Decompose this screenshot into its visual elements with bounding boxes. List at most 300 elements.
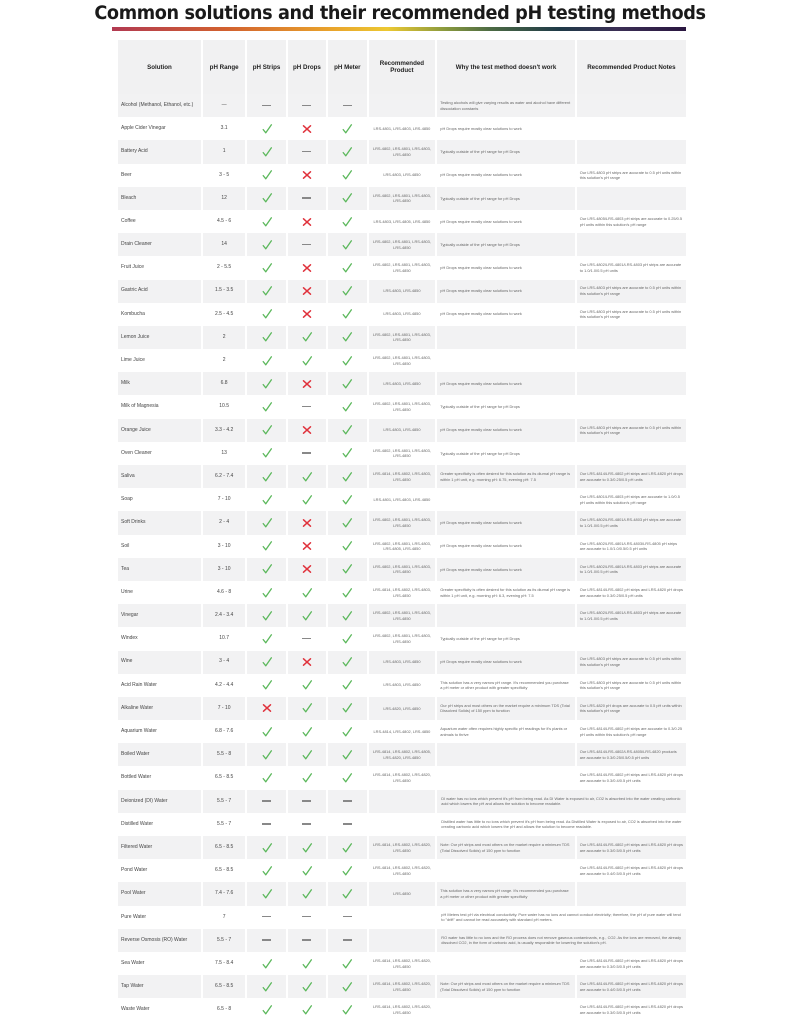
strips-check-icon [261, 262, 273, 274]
cell-ph-drops [288, 674, 326, 697]
table-row [118, 743, 686, 766]
cell-ph-range: 2.4 - 3.4 [203, 604, 245, 627]
cell-solution: Waste Water [118, 998, 201, 1021]
meter-dash-icon [343, 105, 352, 106]
drops-check-icon [301, 471, 313, 483]
cell-solution: Pure Water [118, 906, 201, 929]
cell-ph-strips [247, 140, 285, 163]
table-row [118, 975, 686, 998]
cell-recommended-product: LRS-4802, LRS-4801, LRS-4803, LRS-4850 [369, 511, 436, 534]
cell-ph-drops [288, 140, 326, 163]
table-row [118, 952, 686, 975]
meter-check-icon [341, 331, 353, 343]
cell-ph-meter [328, 906, 366, 929]
table-row [118, 488, 686, 511]
cell-ph-strips [247, 813, 285, 836]
cell-recommended-product: LRS-4803, LRS-4850 [369, 372, 436, 395]
cell-ph-meter [328, 558, 366, 581]
cell-notes: Our LRS-4814/LRS-4802 pH strips and LRS-4820 pH drops are accurate to 0.3/0.5/0.5 pH units [577, 998, 686, 1021]
cell-notes: Our LRS-4802/LRS-4801/LRS-4803 pH strips are accurate to 1.0/1.0/0.5 pH units [577, 604, 686, 627]
cell-recommended-product: LRS-4814, LRS-4802, LRS-4803, LRS-4850 [369, 581, 436, 604]
cell-recommended-product: LRS-4850 [369, 882, 436, 905]
cell-why [437, 859, 574, 882]
table-header-row [118, 40, 686, 94]
drops-check-icon [301, 610, 313, 622]
cell-ph-drops [288, 233, 326, 256]
strips-dash-icon [262, 823, 271, 824]
cell-notes: Our LRS-4803 pH strips are accurate to 0.5 pH units within this solution's pH range [577, 419, 686, 442]
table-row [118, 558, 686, 581]
drops-cross-icon [301, 169, 313, 181]
cell-ph-drops [288, 766, 326, 789]
cell-recommended-product: LRS-4814, LRS-4802, LRS-4803, LRS-4850 [369, 465, 436, 488]
cell-ph-range: 10.5 [203, 395, 245, 418]
drops-check-icon [301, 331, 313, 343]
cell-ph-range: 3 - 4 [203, 651, 245, 674]
table-row [118, 720, 686, 743]
cell-why: pH Drops require mostly clear solutions to work [437, 280, 574, 303]
cell-ph-range: 4.2 - 4.4 [203, 674, 245, 697]
drops-cross-icon [301, 378, 313, 390]
cell-ph-drops [288, 929, 326, 952]
cell-ph-strips [247, 488, 285, 511]
cell-solution: Aquarium Water [118, 720, 201, 743]
cell-ph-strips [247, 164, 285, 187]
cell-ph-meter [328, 627, 366, 650]
cell-why: RO water has little to no ions and the RO process does not remove gaseous contaminants, e.g., CO2. As the ions are removed, the already dissolved CO2, in the form of carbonic acid, is usually responsible for lowering the solution's pH. [437, 929, 686, 952]
cell-ph-strips [247, 651, 285, 674]
meter-check-icon [341, 262, 353, 274]
cell-recommended-product [369, 813, 436, 836]
cell-ph-range: 7 [203, 906, 245, 929]
cell-why: Distilled water has little to no ions which prevent it's pH from being read. As Distilled Water is exposed to air, CO2 is absorbed into the water creating carbonic acid which lowers the pH and allows the solution to become readable. [437, 813, 686, 836]
cell-ph-strips [247, 535, 285, 558]
cell-solution: Beer [118, 164, 201, 187]
drops-check-icon [301, 1004, 313, 1016]
cell-recommended-product: LRS-4802, LRS-4801, LRS-4803, LRS-4850 [369, 349, 436, 372]
strips-check-icon [261, 517, 273, 529]
table-row [118, 766, 686, 789]
header-notes: Recommended Product Notes [577, 40, 686, 94]
cell-ph-meter [328, 998, 366, 1021]
cell-ph-drops [288, 442, 326, 465]
cell-ph-strips [247, 372, 285, 395]
cell-recommended-product: LRS-4814, LRS-4802, LRS-4820, LRS-4850 [369, 859, 436, 882]
cell-recommended-product: LRS-4802, LRS-4801, LRS-4803, LRS-4850 [369, 442, 436, 465]
drops-dash-icon [302, 939, 311, 940]
cell-notes: Our LRS-4814/LRS-4802 pH strips and LRS-4820 pH drops are accurate to 0.3/0.5/0.5 pH units [577, 952, 686, 975]
cell-ph-meter [328, 395, 366, 418]
cell-notes [577, 140, 686, 163]
cell-notes [577, 627, 686, 650]
cell-solution: Milk of Magnesia [118, 395, 201, 418]
cell-ph-strips [247, 442, 285, 465]
cell-ph-range: 3 - 5 [203, 164, 245, 187]
table-row [118, 326, 686, 349]
meter-check-icon [341, 285, 353, 297]
cell-ph-strips [247, 280, 285, 303]
strips-check-icon [261, 331, 273, 343]
cell-ph-strips [247, 906, 285, 929]
drops-cross-icon [301, 656, 313, 668]
cell-ph-strips [247, 419, 285, 442]
drops-cross-icon [301, 123, 313, 135]
meter-check-icon [341, 633, 353, 645]
cell-why: pH Drops require mostly clear solutions to work [437, 419, 574, 442]
cell-solution: Wine [118, 651, 201, 674]
cell-solution: Alkaline Water [118, 697, 201, 720]
cell-why: pH Drops require mostly clear solutions to work [437, 117, 574, 140]
cell-ph-drops [288, 465, 326, 488]
cell-ph-range: 7 - 10 [203, 488, 245, 511]
table-row [118, 372, 686, 395]
drops-cross-icon [301, 424, 313, 436]
cell-ph-strips [247, 859, 285, 882]
cell-ph-range: 1.5 - 3.5 [203, 280, 245, 303]
cell-recommended-product: LRS-4803, LRS-4850 [369, 280, 436, 303]
strips-check-icon [261, 308, 273, 320]
cell-ph-meter [328, 813, 366, 836]
cell-ph-range: 1 [203, 140, 245, 163]
cell-solution: Coffee [118, 210, 201, 233]
cell-ph-strips [247, 627, 285, 650]
meter-check-icon [341, 424, 353, 436]
cell-notes: Our LRS-4814/LRS-4802 pH strips and LRS-4820 pH drops are accurate to 0.4/0.5/0.5 pH units [577, 859, 686, 882]
cell-notes: Our LRS-4803 pH strips are accurate to 0.5 pH units within this solution's pH range [577, 303, 686, 326]
cell-ph-meter [328, 303, 366, 326]
cell-ph-strips [247, 187, 285, 210]
table-row [118, 697, 686, 720]
cell-solution: Alcohol (Methanol, Ethanol, etc.) [118, 94, 201, 117]
strips-dash-icon [262, 916, 271, 917]
drops-check-icon [301, 726, 313, 738]
meter-check-icon [341, 146, 353, 158]
meter-dash-icon [343, 939, 352, 940]
cell-ph-meter [328, 117, 366, 140]
cell-ph-drops [288, 511, 326, 534]
cell-why: Typically outside of the pH range for pH Drops [437, 442, 574, 465]
cell-notes: Our LRS-4814/LRS-4802 pH strips and LRS-4820 pH drops are accurate to 0.3/0.25/0.5 pH units [577, 581, 686, 604]
cell-notes [577, 326, 686, 349]
cell-recommended-product: LRS-4803, LRS-4850 [369, 303, 436, 326]
cell-ph-strips [247, 581, 285, 604]
drops-dash-icon [302, 638, 311, 639]
cell-ph-meter [328, 836, 366, 859]
meter-check-icon [341, 494, 353, 506]
cell-ph-drops [288, 859, 326, 882]
cell-notes [577, 442, 686, 465]
cell-ph-range: 14 [203, 233, 245, 256]
drops-cross-icon [301, 285, 313, 297]
cell-ph-meter [328, 140, 366, 163]
drops-dash-icon [302, 151, 311, 152]
cell-solution: Boiled Water [118, 743, 201, 766]
meter-check-icon [341, 239, 353, 251]
table-row [118, 94, 686, 117]
cell-ph-meter [328, 790, 366, 813]
cell-solution: Tea [118, 558, 201, 581]
cell-ph-meter [328, 233, 366, 256]
header-ph-meter: pH Meter [328, 40, 366, 94]
cell-notes: Our LRS-4814/LRS-4802 pH strips and LRS-4820 pH drops are accurate to 0.4/0.5/0.5 pH units [577, 975, 686, 998]
cell-why: Aquarium water often requires highly specific pH readings for it's plants or animals to thrive [437, 720, 574, 743]
cell-recommended-product: LRS-4803, LRS-4850 [369, 164, 436, 187]
table-row [118, 906, 686, 929]
cell-ph-strips [247, 511, 285, 534]
cell-ph-drops [288, 720, 326, 743]
cell-ph-range: 13 [203, 442, 245, 465]
cell-why: Typically outside of the pH range for pH Drops [437, 140, 574, 163]
cell-recommended-product: LRS-4820, LRS-4850 [369, 697, 436, 720]
cell-ph-drops [288, 697, 326, 720]
cell-ph-drops [288, 210, 326, 233]
cell-ph-range: 7.4 - 7.6 [203, 882, 245, 905]
cell-ph-strips [247, 558, 285, 581]
cell-ph-drops [288, 581, 326, 604]
cell-ph-range: 6.5 - 8.5 [203, 859, 245, 882]
cell-ph-range: 6.5 - 8.5 [203, 836, 245, 859]
cell-ph-range: 6.5 - 8 [203, 998, 245, 1021]
cell-ph-meter [328, 882, 366, 905]
meter-check-icon [341, 842, 353, 854]
cell-solution: Saliva [118, 465, 201, 488]
cell-solution: Battery Acid [118, 140, 201, 163]
cell-ph-strips [247, 674, 285, 697]
cell-recommended-product: LRS-4801, LRS-4803, LRS-4850 [369, 117, 436, 140]
drops-check-icon [301, 749, 313, 761]
table-row [118, 651, 686, 674]
cell-ph-range: 6.8 - 7.6 [203, 720, 245, 743]
cell-recommended-product: LRS-4803, LRS-4850 [369, 651, 436, 674]
cell-ph-drops [288, 372, 326, 395]
cell-solution: Drain Cleaner [118, 233, 201, 256]
cell-notes: Our LRS-4803 pH strips are accurate to 0.5 pH units within this solution's pH range [577, 280, 686, 303]
drops-dash-icon [302, 406, 311, 407]
cell-why [437, 349, 574, 372]
cell-ph-range: 4.6 - 8 [203, 581, 245, 604]
cell-ph-drops [288, 303, 326, 326]
strips-check-icon [261, 285, 273, 297]
cell-ph-drops [288, 813, 326, 836]
cell-ph-meter [328, 94, 366, 117]
cell-ph-strips [247, 836, 285, 859]
meter-check-icon [341, 378, 353, 390]
cell-recommended-product [369, 929, 436, 952]
cell-why: Testing alcohols will give varying results as water and alcohol have different dissociation constants [437, 94, 574, 117]
cell-ph-strips [247, 210, 285, 233]
cell-notes: Our LRS-4820 pH drops are accurate to 0.5 pH units within this solution's pH range [577, 697, 686, 720]
drops-check-icon [301, 865, 313, 877]
cell-ph-meter [328, 952, 366, 975]
cell-notes: Our LRS-4814/LRS-4802 pH strips are accurate to 0.3/0.25 pH units within this solution's pH range [577, 720, 686, 743]
strips-check-icon [261, 401, 273, 413]
strips-check-icon [261, 563, 273, 575]
cell-ph-range: 3 - 10 [203, 558, 245, 581]
cell-ph-strips [247, 94, 285, 117]
cell-ph-meter [328, 766, 366, 789]
strips-check-icon [261, 679, 273, 691]
cell-ph-meter [328, 419, 366, 442]
drops-cross-icon [301, 262, 313, 274]
cell-why [437, 766, 574, 789]
cell-why: Note: Our pH strips and most others on the market require a minimum TDS (Total Dissolved Solids) of 150 ppm to function [437, 975, 574, 998]
cell-ph-strips [247, 395, 285, 418]
meter-check-icon [341, 1004, 353, 1016]
cell-ph-strips [247, 349, 285, 372]
cell-solution: Reverse Osmosis (RO) Water [118, 929, 201, 952]
cell-solution: Kombucha [118, 303, 201, 326]
header-why: Why the test method doesn't work [437, 40, 574, 94]
cell-solution: Fruit Juice [118, 256, 201, 279]
table-row [118, 256, 686, 279]
cell-recommended-product: LRS-4814, LRS-4802, LRS-4820, LRS-4850 [369, 952, 436, 975]
drops-cross-icon [301, 216, 313, 228]
cell-recommended-product: LRS-4802, LRS-4801, LRS-4803, LRS-4850 [369, 604, 436, 627]
cell-ph-strips [247, 604, 285, 627]
cell-ph-strips [247, 720, 285, 743]
cell-ph-drops [288, 535, 326, 558]
cell-recommended-product: LRS-4802, LRS-4801, LRS-4803, LRS-4850 [369, 326, 436, 349]
cell-ph-strips [247, 117, 285, 140]
table-row [118, 859, 686, 882]
cell-notes [577, 94, 686, 117]
cell-notes: Our LRS-4805/LRS-4803 pH strips are accurate to 0.25/0.5 pH units within this solution's pH range [577, 210, 686, 233]
strips-dash-icon [262, 939, 271, 940]
cell-ph-meter [328, 280, 366, 303]
meter-check-icon [341, 610, 353, 622]
cell-ph-meter [328, 187, 366, 210]
cell-notes [577, 233, 686, 256]
cell-recommended-product: LRS-4802, LRS-4801, LRS-4803, LRS-4805, LRS-4850 [369, 535, 436, 558]
cell-notes [577, 349, 686, 372]
cell-solution: Bleach [118, 187, 201, 210]
strips-check-icon [261, 447, 273, 459]
cell-why [437, 326, 574, 349]
cell-solution: Urine [118, 581, 201, 604]
cell-notes: Our LRS-4814/LRS-4802 pH strips and LRS-4820 pH drops are accurate to 0.3/0.25/0.5 pH units [577, 465, 686, 488]
cell-ph-drops [288, 488, 326, 511]
cell-why [437, 604, 574, 627]
cell-why: pH Drops require mostly clear solutions to work [437, 164, 574, 187]
table-row [118, 465, 686, 488]
meter-check-icon [341, 540, 353, 552]
strips-check-icon [261, 424, 273, 436]
strips-check-icon [261, 471, 273, 483]
strips-check-icon [261, 146, 273, 158]
cell-solution: Soil [118, 535, 201, 558]
cell-ph-range: 3 - 10 [203, 535, 245, 558]
cell-why: pH Drops require mostly clear solutions to work [437, 558, 574, 581]
cell-ph-meter [328, 720, 366, 743]
table-row [118, 210, 686, 233]
drops-dash-icon [302, 452, 311, 453]
cell-recommended-product: LRS-4803, LRS-4850 [369, 419, 436, 442]
drops-cross-icon [301, 563, 313, 575]
cell-ph-meter [328, 929, 366, 952]
cell-recommended-product [369, 790, 436, 813]
cell-recommended-product: LRS-4814, LRS-4802, LRS-4820, LRS-4850 [369, 975, 436, 998]
cell-ph-drops [288, 117, 326, 140]
cell-ph-meter [328, 743, 366, 766]
cell-ph-meter [328, 697, 366, 720]
cell-ph-meter [328, 442, 366, 465]
meter-check-icon [341, 563, 353, 575]
drops-dash-icon [302, 197, 311, 198]
cell-ph-meter [328, 488, 366, 511]
strips-check-icon [261, 726, 273, 738]
cell-ph-drops [288, 651, 326, 674]
cell-why [437, 488, 574, 511]
table-row [118, 790, 686, 813]
page-title: Common solutions and their recommended pH testing methods [94, 2, 706, 24]
cell-ph-strips [247, 743, 285, 766]
cell-solution: Soap [118, 488, 201, 511]
meter-check-icon [341, 471, 353, 483]
cell-solution: Windex [118, 627, 201, 650]
cell-why: pH Drops require mostly clear solutions to work [437, 535, 574, 558]
meter-check-icon [341, 888, 353, 900]
cell-ph-strips [247, 766, 285, 789]
drops-dash-icon [302, 105, 311, 106]
table-row [118, 140, 686, 163]
drops-dash-icon [302, 916, 311, 917]
cell-notes: Our LRS-4801/LRS-4803 pH strips are accurate to 1.0/0.5 pH units within this solution's pH range [577, 488, 686, 511]
cell-recommended-product: LRS-4802, LRS-4801, LRS-4803, LRS-4850 [369, 187, 436, 210]
cell-ph-range: 6.8 [203, 372, 245, 395]
cell-ph-range: — [203, 94, 245, 117]
cell-ph-strips [247, 256, 285, 279]
table-row [118, 233, 686, 256]
cell-ph-meter [328, 859, 366, 882]
cell-notes [577, 395, 686, 418]
strips-check-icon [261, 865, 273, 877]
table-row [118, 836, 686, 859]
cell-solution: Tap Water [118, 975, 201, 998]
cell-solution: Distilled Water [118, 813, 201, 836]
drops-check-icon [301, 888, 313, 900]
cell-ph-drops [288, 326, 326, 349]
drops-check-icon [301, 958, 313, 970]
cell-solution: Vinegar [118, 604, 201, 627]
strips-check-icon [261, 842, 273, 854]
cell-solution: Soft Drinks [118, 511, 201, 534]
drops-check-icon [301, 842, 313, 854]
cell-ph-meter [328, 535, 366, 558]
cell-why: pH Drops require mostly clear solutions to work [437, 372, 574, 395]
cell-ph-range: 12 [203, 187, 245, 210]
strips-check-icon [261, 656, 273, 668]
header-solution: Solution [118, 40, 201, 94]
cell-solution: Lemon Juice [118, 326, 201, 349]
cell-ph-drops [288, 187, 326, 210]
drops-check-icon [301, 981, 313, 993]
drops-dash-icon [302, 800, 311, 801]
strips-cross-icon [261, 702, 273, 714]
meter-check-icon [341, 726, 353, 738]
meter-check-icon [341, 865, 353, 877]
cell-why: This solution has a very narrow pH range. It's recommended you purchase a pH meter or other product with greater specificity [437, 882, 574, 905]
drops-dash-icon [302, 823, 311, 824]
cell-why: Greater specificity is often desired for this solution as its diurnal pH range is within 1 pH unit, e.g. morning pH: 6.3, evening pH: 7.5 [437, 581, 574, 604]
rainbow-divider [112, 27, 686, 31]
cell-ph-strips [247, 790, 285, 813]
cell-notes [577, 117, 686, 140]
cell-ph-meter [328, 581, 366, 604]
cell-why: Typically outside of the pH range for pH Drops [437, 233, 574, 256]
cell-ph-drops [288, 349, 326, 372]
table-row [118, 117, 686, 140]
cell-ph-meter [328, 256, 366, 279]
